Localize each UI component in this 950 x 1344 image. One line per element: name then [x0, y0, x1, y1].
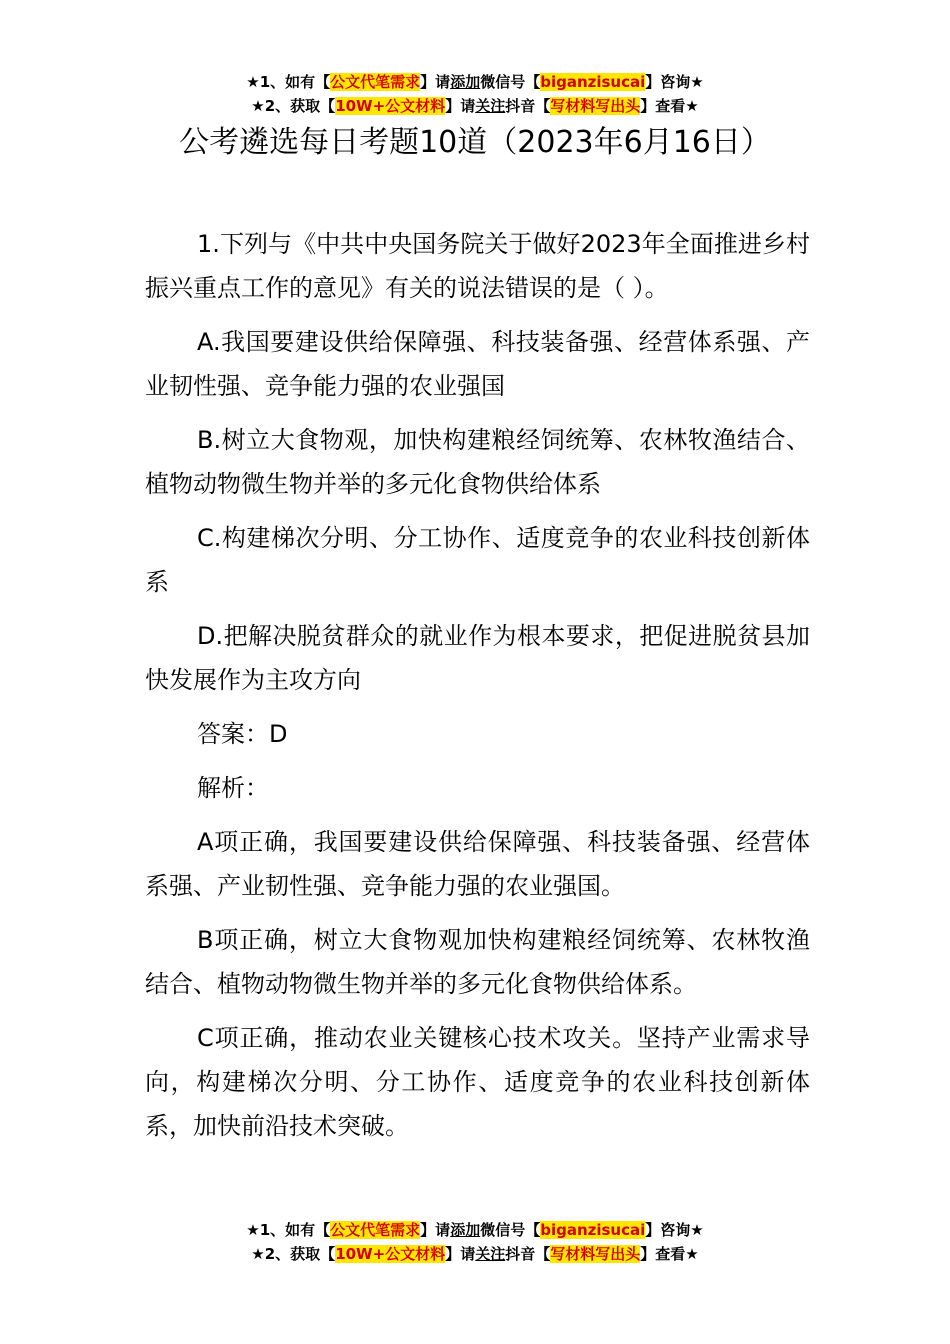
- banner-text: 】咨询★: [645, 1221, 704, 1239]
- banner-text: ★2、获取【: [251, 1245, 336, 1263]
- footer-banner: [0, 1218, 950, 1266]
- banner-highlight: 公文代笔需求: [330, 73, 421, 91]
- banner-text: 】查看★: [640, 1245, 699, 1263]
- banner-douyin-account: 写材料写出头: [550, 97, 641, 115]
- banner-highlight: 10W+公文材料: [335, 1245, 446, 1263]
- banner-underlined: 关注: [475, 97, 506, 115]
- option-b: B.树立大食物观，加快构建粮经饲统筹、农林牧渔结合、植物动物微生物并举的多元化食物供给体系: [145, 426, 810, 498]
- banner-douyin-account: 写材料写出头: [550, 1245, 641, 1263]
- banner-line-1: [0, 1218, 950, 1242]
- analysis-c: C项正确，推动农业关键核心技术攻关。坚持产业需求导向，构建梯次分明、分工协作、适度竞争的农业科技创新体系，加快前沿技术突破。: [145, 1024, 810, 1140]
- banner-wechat-id: biganzisucai: [540, 1221, 646, 1239]
- answer-text: 答案：D: [197, 720, 288, 748]
- option-c: C.构建梯次分明、分工协作、适度竞争的农业科技创新体系: [145, 524, 810, 596]
- banner-line-2: [0, 1242, 950, 1266]
- banner-text: 】请: [420, 1221, 451, 1239]
- analysis-a: A项正确，我国要建设供给保障强、科技装备强、经营体系强、产业韧性强、竞争能力强的农业强国。: [145, 828, 810, 900]
- analysis-label: 解析：: [197, 774, 269, 802]
- banner-text: 微信号【: [480, 73, 541, 91]
- analysis-b: B项正确，树立大食物观加快构建粮经饲统筹、农林牧渔结合、植物动物微生物并举的多元化食物供给体系。: [145, 926, 810, 998]
- document-body: [145, 222, 810, 1158]
- banner-highlight: 10W+公文材料: [335, 97, 446, 115]
- banner-text: ★1、如有【: [246, 73, 331, 91]
- banner-text: 微信号【: [480, 1221, 541, 1239]
- banner-text: 】查看★: [640, 97, 699, 115]
- banner-text: 】请: [420, 73, 451, 91]
- document-title: 公考遴选每日考题10道（2023年6月16日）: [179, 125, 771, 160]
- banner-underlined: 关注: [475, 1245, 506, 1263]
- banner-text: 】请: [445, 1245, 476, 1263]
- banner-text: 】请: [445, 97, 476, 115]
- banner-wechat-id: biganzisucai: [540, 73, 646, 91]
- banner-text: 抖音【: [505, 1245, 551, 1263]
- banner-line-1: [0, 70, 950, 94]
- banner-highlight: 公文代笔需求: [330, 1221, 421, 1239]
- header-banner: [0, 70, 950, 118]
- banner-line-2: [0, 94, 950, 118]
- banner-text: ★1、如有【: [246, 1221, 331, 1239]
- banner-text: ★2、获取【: [251, 97, 336, 115]
- banner-underlined: 添加: [450, 73, 481, 91]
- banner-text: 】咨询★: [645, 73, 704, 91]
- question-text: 1.下列与《中共中央国务院关于做好2023年全面推进乡村振兴重点工作的意见》有关的说法错误的是（ ）。: [145, 230, 810, 302]
- banner-text: 抖音【: [505, 97, 551, 115]
- banner-underlined: 添加: [450, 1221, 481, 1239]
- option-a: A.我国要建设供给保障强、科技装备强、经营体系强、产业韧性强、竞争能力强的农业强国: [145, 328, 810, 400]
- option-d: D.把解决脱贫群众的就业作为根本要求，把促进脱贫县加快发展作为主攻方向: [145, 622, 810, 694]
